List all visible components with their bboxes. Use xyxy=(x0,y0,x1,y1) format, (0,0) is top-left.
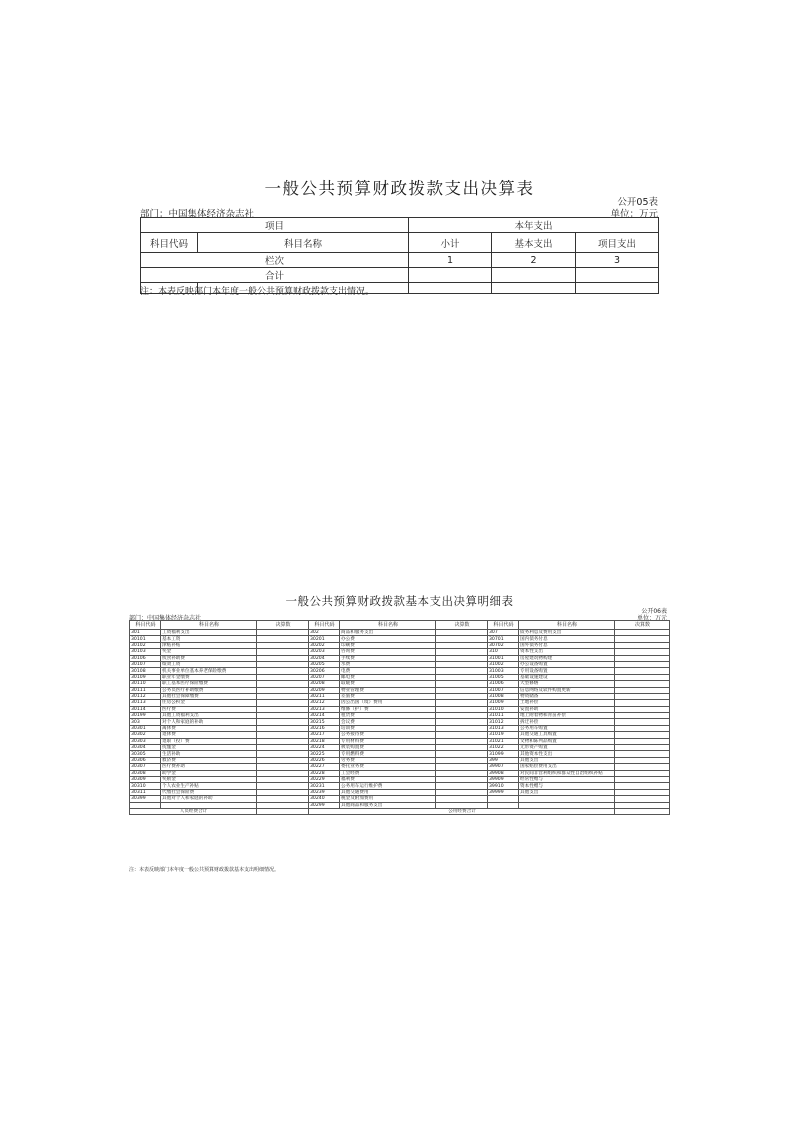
table-cell: 津贴补贴 xyxy=(161,642,257,648)
table-cell: 邮电费 xyxy=(340,674,436,680)
table-cell: 取暖费 xyxy=(340,681,436,687)
table-cell: 30225 xyxy=(309,751,340,757)
table-cell: 30217 xyxy=(309,732,340,738)
table-cell: 30309 xyxy=(130,776,161,782)
table-cell: 30303 xyxy=(130,738,161,744)
table-cell: 代缴社会保险费 xyxy=(161,789,257,795)
personnel-total-value xyxy=(257,808,309,814)
table-cell: 30307 xyxy=(130,764,161,770)
table-cell: 31002 xyxy=(488,661,519,667)
table-cell: 39910 xyxy=(488,783,519,789)
table2-department: 部门：中国集体经济杂志社 xyxy=(129,615,202,622)
table-cell: 维修（护）费 xyxy=(340,706,436,712)
table-cell: 培训费 xyxy=(340,725,436,731)
table-cell: 30114 xyxy=(130,706,161,712)
table1-note: 注：本表反映部门本年度一般公共预算财政拨款支出情况。 xyxy=(140,287,375,297)
table-cell: 30211 xyxy=(309,693,340,699)
table2-header-cell: 科目代码 xyxy=(488,621,519,630)
table-cell: 安置补助 xyxy=(519,706,615,712)
table2-unit: 单位：万元 xyxy=(636,615,667,622)
table-cell: 39907 xyxy=(488,764,519,770)
table-cell: 31019 xyxy=(488,732,519,738)
table-cell: 30229 xyxy=(309,776,340,782)
table2-header-cell: 决算数 xyxy=(615,621,670,630)
table-cell: 30204 xyxy=(309,655,340,661)
table-cell: 30226 xyxy=(309,757,340,763)
table-cell: 福利费 xyxy=(340,776,436,782)
table-cell: 会议费 xyxy=(340,719,436,725)
header-item: 项目 xyxy=(141,218,409,233)
table2-header-cell: 科目名称 xyxy=(519,621,615,630)
table-cell: 30209 xyxy=(309,687,340,693)
table-cell: 30305 xyxy=(130,751,161,757)
table-cell: 商品和服务支出 xyxy=(340,630,436,636)
table-cell: 个人农业生产补贴 xyxy=(161,783,257,789)
table-cell: 30201 xyxy=(309,636,340,642)
table-cell: 30701 xyxy=(488,636,519,642)
table-cell: 债务利息及费用支出 xyxy=(519,630,615,636)
public-total-value xyxy=(615,808,670,814)
table-cell: 专用材料费 xyxy=(340,738,436,744)
table-cell: 30310 xyxy=(130,783,161,789)
table-cell: 31003 xyxy=(488,668,519,674)
row-column-index: 栏次 xyxy=(141,253,409,268)
table2-basic-expenditure-detail xyxy=(129,620,670,815)
table-cell: 职工基本医疗保险缴费 xyxy=(161,681,257,687)
table2-note: 注：本表反映部门本年度一般公共预算财政拨款基本支出明细情况。 xyxy=(129,867,280,873)
table2-header-cell: 科目代码 xyxy=(130,621,161,630)
table2-header-cell: 决算数 xyxy=(257,621,309,630)
table-cell: 生活补助 xyxy=(161,751,257,757)
total-basic xyxy=(492,268,576,283)
index-1: 1 xyxy=(409,253,492,268)
index-2: 2 xyxy=(492,253,576,268)
table-cell: 国内债务付息 xyxy=(519,636,615,642)
table-cell: 咨询费 xyxy=(340,649,436,655)
total-subtotal xyxy=(409,268,492,283)
table-cell: 其他对个人和家庭的补助 xyxy=(161,796,257,802)
table-cell: 30228 xyxy=(309,770,340,776)
table-cell: 因公出国（境）费用 xyxy=(340,700,436,706)
table-cell: 31009 xyxy=(488,700,519,706)
index-3: 3 xyxy=(576,253,659,268)
table-cell: 专用设备购置 xyxy=(519,668,615,674)
table-cell: 国家赔偿费用支出 xyxy=(519,764,615,770)
table-cell: 30199 xyxy=(130,713,161,719)
table-cell: 30108 xyxy=(130,668,161,674)
table-cell: 物业管理费 xyxy=(340,687,436,693)
table2-header-cell: 科目名称 xyxy=(161,621,257,630)
table-cell: 基本工资 xyxy=(161,636,257,642)
table-cell: 大型修缮 xyxy=(519,681,615,687)
table-cell: 31099 xyxy=(488,751,519,757)
table-cell: 30202 xyxy=(309,642,340,648)
table-cell: 31011 xyxy=(488,713,519,719)
table-cell: 301 xyxy=(130,630,161,636)
table-cell: 31008 xyxy=(488,693,519,699)
table-cell: 30224 xyxy=(309,745,340,751)
table-cell: 30205 xyxy=(309,661,340,667)
table2-footer-row xyxy=(130,808,670,814)
row-total: 合计 xyxy=(141,268,409,283)
table-cell: 31021 xyxy=(488,738,519,744)
table-cell: 地上附着物和青苗补偿 xyxy=(519,713,615,719)
table2-header-cell: 决算数 xyxy=(436,621,488,630)
header-current-year: 本年支出 xyxy=(409,218,659,233)
empty-cell xyxy=(576,283,659,294)
table-cell: 委托业务费 xyxy=(340,764,436,770)
table-cell: 医疗费补助 xyxy=(161,764,257,770)
table-cell: 307 xyxy=(488,630,519,636)
table2-header-cell: 科目名称 xyxy=(340,621,436,630)
table-cell: 其他工资福利支出 xyxy=(161,713,257,719)
table-cell: 30399 xyxy=(130,796,161,802)
table-cell: 基础设施建设 xyxy=(519,674,615,680)
table-cell: 公务接待费 xyxy=(340,732,436,738)
table-cell: 30702 xyxy=(488,642,519,648)
table-cell: 差旅费 xyxy=(340,693,436,699)
table1-department: 部门：中国集体经济杂志社 xyxy=(140,209,255,220)
table-cell: 39908 xyxy=(488,770,519,776)
table-cell: 伙食补助费 xyxy=(161,655,257,661)
public-total-label: 公用经费合计 xyxy=(309,808,615,814)
table-cell: 31005 xyxy=(488,674,519,680)
table-cell: 30112 xyxy=(130,693,161,699)
table-cell: 工资福利支出 xyxy=(161,630,257,636)
table-cell: 被装购置费 xyxy=(340,745,436,751)
table-cell: 资本性赠与 xyxy=(519,783,615,789)
table-cell: 31010 xyxy=(488,706,519,712)
table-cell: 助学金 xyxy=(161,770,257,776)
table-cell: 其他资本性支出 xyxy=(519,751,615,757)
table-cell: 30102 xyxy=(130,642,161,648)
table-cell: 物资储备 xyxy=(519,693,615,699)
table-cell: 30207 xyxy=(309,674,340,680)
table-cell: 无形资产购置 xyxy=(519,745,615,751)
table-cell: 工会经费 xyxy=(340,770,436,776)
table-cell: 职业年金缴费 xyxy=(161,674,257,680)
col-project: 项目支出 xyxy=(576,233,659,253)
col-basic: 基本支出 xyxy=(492,233,576,253)
table-cell: 30206 xyxy=(309,668,340,674)
table-cell: 手续费 xyxy=(340,655,436,661)
table-cell: 退休费 xyxy=(161,732,257,738)
table-cell: 资本性支出 xyxy=(519,649,615,655)
table-cell: 绩效工资 xyxy=(161,661,257,667)
table-cell: 31007 xyxy=(488,687,519,693)
table-cell: 30302 xyxy=(130,732,161,738)
table-cell: 抚恤金 xyxy=(161,745,257,751)
table-cell: 31006 xyxy=(488,681,519,687)
table-cell: 经常性赠与 xyxy=(519,776,615,782)
table-cell: 39999 xyxy=(488,789,519,795)
empty-cell xyxy=(409,283,492,294)
table-cell: 399 xyxy=(488,757,519,763)
table-cell: 31022 xyxy=(488,745,519,751)
table-cell: 对个人和家庭的补助 xyxy=(161,719,257,725)
table-cell: 31012 xyxy=(488,719,519,725)
table-cell: 30212 xyxy=(309,700,340,706)
table-cell: 30306 xyxy=(130,757,161,763)
table-cell: 30240 xyxy=(309,796,340,802)
table-cell: 30111 xyxy=(130,687,161,693)
table-cell: 30101 xyxy=(130,636,161,642)
table-cell: 对民间非营利组织和群众性自治组织补贴 xyxy=(519,770,615,776)
table-cell: 其他交通费用 xyxy=(340,789,436,795)
table-cell: 30311 xyxy=(130,789,161,795)
table2-form-code: 公开06表 xyxy=(641,608,667,615)
table2-header-row xyxy=(130,621,670,630)
table-cell: 其他支出 xyxy=(519,757,615,763)
table1-budget-expenditure xyxy=(140,217,659,294)
table-cell: 机关事业单位基本养老保险缴费 xyxy=(161,668,257,674)
table1-form-code: 公开05表 xyxy=(617,197,658,208)
table-cell: 其他交通工具购置 xyxy=(519,732,615,738)
table-cell: 奖励金 xyxy=(161,776,257,782)
table-cell: 水费 xyxy=(340,661,436,667)
table-cell: 劳务费 xyxy=(340,757,436,763)
table-cell: 专用燃料费 xyxy=(340,751,436,757)
table2-title: 一般公共预算财政拨款基本支出决算明细表 xyxy=(285,594,514,608)
table-cell: 30203 xyxy=(309,649,340,655)
table-cell: 30215 xyxy=(309,719,340,725)
table-cell: 其他支出 xyxy=(519,789,615,795)
table-cell: 退职（役）费 xyxy=(161,738,257,744)
empty-cell xyxy=(492,283,576,294)
personnel-total-label: 人员经费合计 xyxy=(130,808,257,814)
table-cell: 30239 xyxy=(309,789,340,795)
table-cell: 30106 xyxy=(130,655,161,661)
table2-header-cell: 科目代码 xyxy=(309,621,340,630)
total-project xyxy=(576,268,659,283)
table-cell: 30301 xyxy=(130,725,161,731)
table-cell: 310 xyxy=(488,649,519,655)
table-cell: 离休费 xyxy=(161,725,257,731)
table-cell: 土地补偿 xyxy=(519,700,615,706)
table-cell: 30109 xyxy=(130,674,161,680)
table-cell: 办公设备购置 xyxy=(519,661,615,667)
table-cell: 公务用车运行维护费 xyxy=(340,783,436,789)
table-cell: 30308 xyxy=(130,770,161,776)
table-cell: 租赁费 xyxy=(340,713,436,719)
table-cell: 其他商品和服务支出 xyxy=(340,802,436,808)
col-subtotal: 小计 xyxy=(409,233,492,253)
table-cell: 其他社会保障缴费 xyxy=(161,693,257,699)
table-cell: 奖金 xyxy=(161,649,257,655)
table-cell: 31001 xyxy=(488,655,519,661)
table1-title: 一般公共预算财政拨款支出决算表 xyxy=(264,179,535,198)
table-cell: 30214 xyxy=(309,713,340,719)
table-cell: 税金及附加费用 xyxy=(340,796,436,802)
table-cell: 30213 xyxy=(309,706,340,712)
table-cell: 30231 xyxy=(309,783,340,789)
table-cell: 30218 xyxy=(309,738,340,744)
table-cell: 39909 xyxy=(488,776,519,782)
table-cell: 办公费 xyxy=(340,636,436,642)
col-name: 科目名称 xyxy=(198,233,409,253)
table-cell: 30299 xyxy=(309,802,340,808)
table-cell: 公务用车购置 xyxy=(519,725,615,731)
table-cell: 医疗费 xyxy=(161,706,257,712)
table-cell: 30113 xyxy=(130,700,161,706)
table-cell: 303 xyxy=(130,719,161,725)
table-cell: 印刷费 xyxy=(340,642,436,648)
table-cell: 公务员医疗补助缴费 xyxy=(161,687,257,693)
table-cell: 30304 xyxy=(130,745,161,751)
table-cell: 30227 xyxy=(309,764,340,770)
table-cell: 30107 xyxy=(130,661,161,667)
table-cell: 31013 xyxy=(488,725,519,731)
table-cell: 30216 xyxy=(309,725,340,731)
table-cell: 电费 xyxy=(340,668,436,674)
table-cell: 救济费 xyxy=(161,757,257,763)
table-cell: 信息网络及软件购置更新 xyxy=(519,687,615,693)
table-cell: 302 xyxy=(309,630,340,636)
table-cell: 国外债务付息 xyxy=(519,642,615,648)
table-cell: 30103 xyxy=(130,649,161,655)
table-cell: 30208 xyxy=(309,681,340,687)
table-cell: 拆迁补偿 xyxy=(519,719,615,725)
table1-unit: 单位：万元 xyxy=(610,209,658,220)
table-cell: 住房公积金 xyxy=(161,700,257,706)
table-cell: 房屋建筑物购建 xyxy=(519,655,615,661)
table-cell: 30110 xyxy=(130,681,161,687)
col-code: 科目代码 xyxy=(141,233,198,253)
table-cell: 文物和陈列品购置 xyxy=(519,738,615,744)
